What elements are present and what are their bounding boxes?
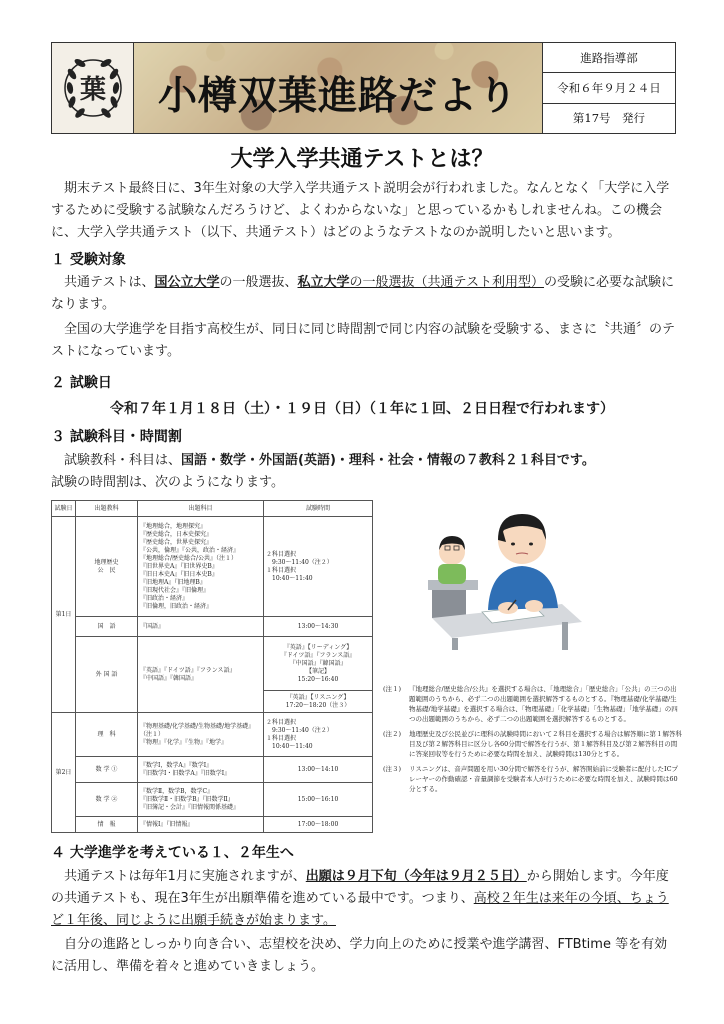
department-label: 進路指導部 bbox=[543, 43, 675, 73]
table-row bbox=[52, 817, 373, 833]
subjects-cell: 『国語』 bbox=[138, 617, 264, 637]
note-item bbox=[383, 729, 683, 759]
timetable-notes bbox=[383, 684, 683, 799]
time-cell: 『英語』【リーディング】 『ドイツ語』『フランス語』 『中国語』『韓国語』 【筆記】 15:20～16:40 bbox=[264, 637, 373, 691]
note-text: リスニングは、音声問題を用い30分間で解答を行うが、解答開始前に受験者に配付したICプレーヤーの作動確認・音量調節を受験者本人が行うために必要な時間を加え、試験時間は60分とする。 bbox=[409, 765, 679, 793]
time-cell: 17:00～18:00 bbox=[264, 817, 373, 833]
time-cell: ２科目選択 9:30～11:40（注２） １科目選択 10:40～11:40 bbox=[264, 517, 373, 617]
time-cell: 13:00～14:30 bbox=[264, 617, 373, 637]
day-2-cell: 第2日 bbox=[52, 713, 76, 833]
newsletter-title: 小樽双葉進路だより bbox=[157, 74, 518, 119]
note-tag: (注２) bbox=[383, 730, 402, 738]
category-cell: 理 科 bbox=[76, 713, 138, 757]
category-cell: 数 学 ① bbox=[76, 757, 138, 783]
back-desk bbox=[432, 588, 466, 618]
category-cell: 情 報 bbox=[76, 817, 138, 833]
issue-info bbox=[543, 43, 675, 133]
time-cell: 13:00～14:10 bbox=[264, 757, 373, 783]
header-time: 試験時間 bbox=[264, 501, 373, 517]
note-text: 地理歴史及び公民並びに理科の試験時間において２科目を選択する場合は解答順に第１解答科目及び第２解答科目に区分し各60分間で解答を行うが、第１解答科目及び第２解答科目の間に答案回収等を行うために必要な時間を加え、試験時間は130分とする。 bbox=[409, 730, 682, 758]
time-cell: 15:00～16:10 bbox=[264, 783, 373, 817]
exam-timetable bbox=[51, 500, 373, 833]
svg-text:葉: 葉 bbox=[79, 75, 106, 105]
note-tag: (注３) bbox=[383, 765, 402, 773]
section-1-paragraph-1: 共通テストは、国公立大学の一般選抜、私立大学の一般選抜（共通テスト利用型）の受験に必要な試験になります。 bbox=[51, 275, 675, 312]
title-banner bbox=[134, 43, 543, 133]
exam-students-illustration bbox=[412, 500, 582, 650]
category-cell: 外 国 語 bbox=[76, 637, 138, 713]
table-row bbox=[52, 713, 373, 757]
category-cell: 地理歴史 公 民 bbox=[76, 517, 138, 617]
subjects-cell: 『物理基礎/化学基礎/生物基礎/地学基礎』（注１） 『物理』『化学』『生物』『地学』 bbox=[138, 713, 264, 757]
section-3-paragraph-2: 試験の時間割は、次のようになります。 bbox=[51, 475, 284, 490]
header-exam-day: 試験日 bbox=[52, 501, 76, 517]
section-2-heading: ２ 試験日 bbox=[51, 375, 112, 391]
subjects-cell: 『地理総合，地理探究』 『歴史総合，日本史探究』 『歴史総合，世界史探究』 『公共，倫理』『公共，政治・経済』 『地理総合/歴史総合/公共』（注１） 『旧世界史A』『旧世界史B』 『旧日本史A』『旧日本史B』 『旧地理A』『旧地理B』 『旧現代社会』『旧倫理』 『旧政治・経済』 『旧倫理，旧政治・経済』 bbox=[138, 517, 264, 617]
front-student-body bbox=[488, 566, 558, 610]
note-item bbox=[383, 684, 683, 724]
section-4-paragraph-1: 共通テストは毎年1月に実施されますが、出願は９月下旬（今年は９月２５日）から開始します。今年度の共通テストも、現在3年生が出願準備を進めている最中です。つまり、高校２年生は来年の今頃、ちょうど１年後、同じように出願手続きが始まります。 bbox=[51, 869, 669, 928]
section-3-heading: ３ 試験科目・時間割 bbox=[51, 429, 182, 445]
issue-number: 第17号 発行 bbox=[572, 111, 646, 126]
table-row bbox=[52, 637, 373, 691]
category-cell: 国 語 bbox=[76, 617, 138, 637]
school-emblem bbox=[52, 43, 134, 133]
category-cell: 数 学 ② bbox=[76, 783, 138, 817]
subjects-cell: 『情報Ⅰ』『旧情報』 bbox=[138, 817, 264, 833]
subjects-cell: 『数学Ⅰ，数学A』『数学Ⅰ』 『旧数学Ⅰ・旧数学A』『旧数学Ⅰ』 bbox=[138, 757, 264, 783]
header-category: 出題教科 bbox=[76, 501, 138, 517]
subjects-cell: 『英語』『ドイツ語』『フランス語』 『中国語』『韓国語』 bbox=[138, 637, 264, 713]
intro-paragraph: 期末テスト最終日に、3年生対象の大学入学共通テスト説明会が行われました。なんとなく「大学に入学するために受験する試験なんだろうけど、よくわからないな」と思っているかもしれませんね。この機会に、大学入学共通テスト（以下、共通テスト）はどのようなテストなのか説明したいと思います。 bbox=[51, 181, 670, 240]
section-1-paragraph-2: 全国の大学進学を目指す高校生が、同日に同じ時間割で同じ内容の試験を受験する、まさに〝共通〞のテストになっています。 bbox=[51, 322, 676, 359]
section-4-paragraph-2: 自分の進路としっかり向き合い、志望校を決め、学力向上のために授業や進学講習、FTBtime 等を有効に活用し、準備を着々と進めていきましょう。 bbox=[51, 937, 668, 974]
back-student-body bbox=[438, 564, 466, 584]
article-headline: 大学入学共通テストとは？ bbox=[230, 147, 494, 172]
header-subjects: 出題科目 bbox=[138, 501, 264, 517]
note-text: 『地理総合/歴史総合/公共』を選択する場合は、「地理総合」「歴史総合」「公共」の三つの出題範囲のうちから、必ず二つの出題範囲を選択解答するものとする。『物理基礎/化学基礎/生物基礎/地学基礎』を選択する場合は、「物理基礎」「化学基礎」「生物基礎」「地学基礎」の四つの出題範囲のうちから、必ず二つの出題範囲を選択解答するものとする。 bbox=[409, 685, 678, 723]
time-cell: 『英語』【リスニング】 17:20～18:20（注３） bbox=[264, 691, 373, 713]
issue-date: 令和６年９月２４日 bbox=[543, 73, 675, 103]
emblem-icon bbox=[58, 48, 128, 128]
table-row bbox=[52, 757, 373, 783]
section-1-heading: １ 受験対象 bbox=[51, 252, 126, 268]
time-cell: ２科目選択 9:30～11:40（注２） １科目選択 10:40～11:40 bbox=[264, 713, 373, 757]
note-tag: (注１) bbox=[383, 685, 402, 693]
timetable-header-row bbox=[52, 501, 373, 517]
table-row bbox=[52, 617, 373, 637]
section-3-paragraph-1: 試験教科・科目は、国語・数学・外国語(英語)・理科・社会・情報の７教科２１科目です。 bbox=[64, 453, 595, 468]
subjects-cell: 『数学Ⅱ，数学B，数学C』 『旧数学Ⅱ・旧数学B』『旧数学Ⅱ』 『旧簿記・会計』『旧情報関係基礎』 bbox=[138, 783, 264, 817]
section-4-heading: ４ 大学進学を考えている１、２年生へ bbox=[51, 845, 294, 861]
day-1-cell: 第1日 bbox=[52, 517, 76, 713]
table-row bbox=[52, 783, 373, 817]
exam-date-line: 令和７年１月１８日（土）・１９日（日）（１年に１回、２日日程で行われます） bbox=[110, 401, 614, 417]
table-row bbox=[52, 517, 373, 617]
note-item bbox=[383, 764, 683, 794]
newsletter-header bbox=[51, 42, 676, 134]
